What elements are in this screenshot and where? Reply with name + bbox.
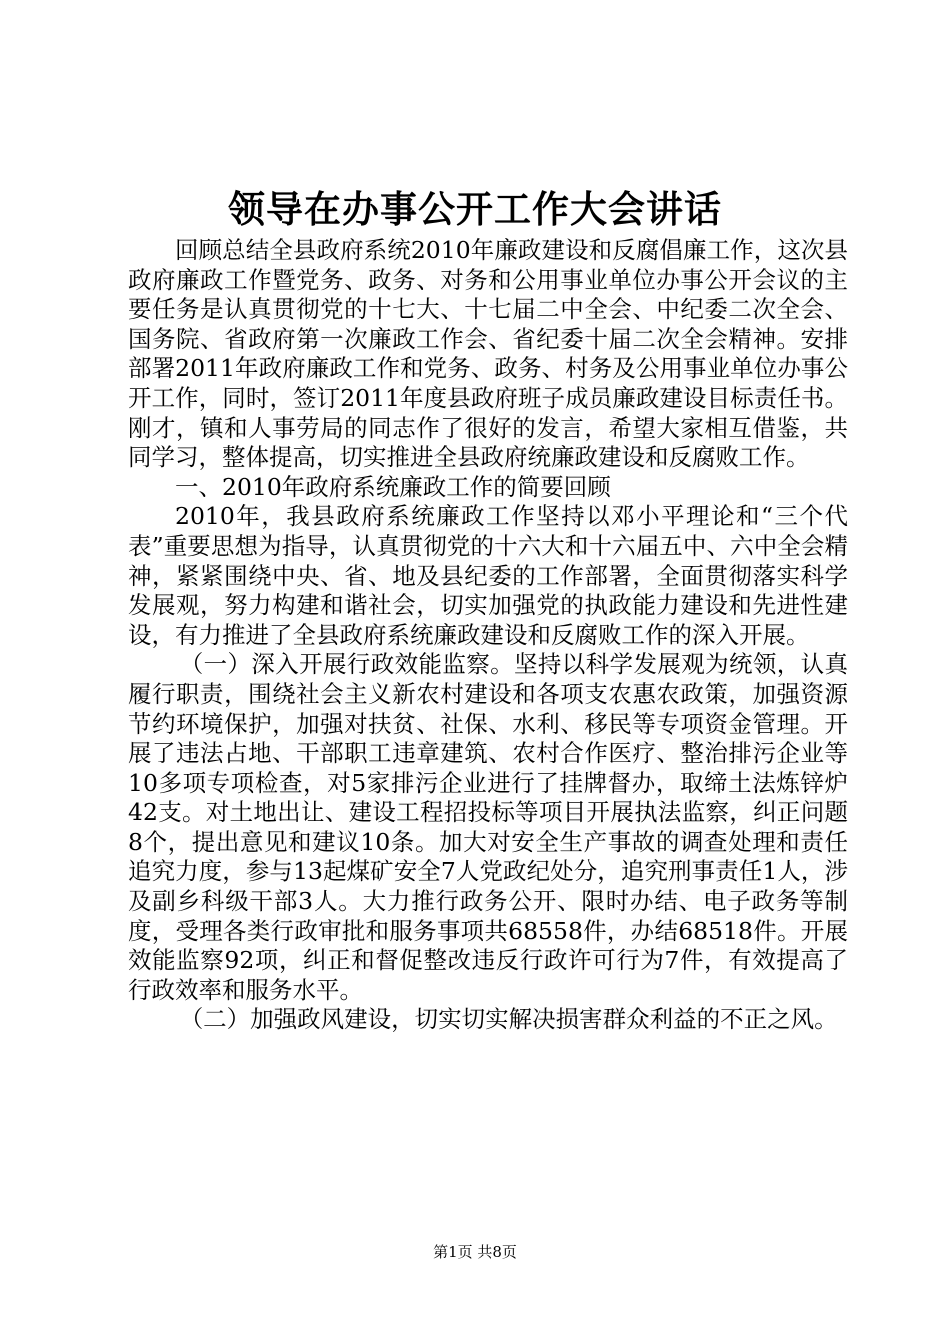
document-body [128, 236, 848, 1035]
page-number-footer: 第1页 共8页 [433, 1243, 517, 1261]
paragraph-intro: 回顾总结全县政府系统2010年廉政建设和反腐倡廉工作，这次县政府廉政工作暨党务、政务、对务和公用事业单位办事公开会议的主要任务是认真贯彻党的十七大、十七届二中全会、中纪委二次全会、国务院、省政府第一次廉政工作会、省纪委十届二次全会精神。安排部署2011年政府廉政工作和党务、政务、村务及公用事业单位办事公开工作，同时，签订2011年度县政府班子成员廉政建设目标责任书。刚才，镇和人事劳局的同志作了很好的发言，希望大家相互借鉴，共同学习，整体提高，切实推进全县政府统廉政建设和反腐败工作。 [128, 236, 848, 472]
paragraph-2010-summary: 2010年，我县政府系统廉政工作坚持以邓小平理论和“三个代表”重要思想为指导，认真贯彻党的十六大和十六届五中、六中全会精神，紧紧围绕中央、省、地及县纪委的工作部署，全面贯彻落实科学发展观，努力构建和谐社会，切实加强党的执政能力建设和先进性建设，有力推进了全县政府系统廉政建设和反腐败工作的深入开展。 [128, 502, 848, 649]
section-heading-review: 一、2010年政府系统廉政工作的简要回顾 [175, 472, 611, 501]
paragraph-governance-style: （二）加强政风建设，切实切实解决损害群众利益的不正之风。 [179, 1005, 838, 1034]
paragraph-efficiency-supervision: （一）深入开展行政效能监察。坚持以科学发展观为统领，认真履行职责，围绕社会主义新农村建设和各项支农惠农政策，加强资源节约环境保护，加强对扶贫、社保、水利、移民等专项资金管理。开展了违法占地、干部职工违章建筑、农村合作医疗、整治排污企业等10多项专项检查，对5家排污企业进行了挂牌督办，取缔土法炼锌炉42支。对土地出让、建设工程招投标等项目开展执法监察，纠正问题8个，提出意见和建议10条。加大对安全生产事故的调查处理和责任追究力度，参与13起煤矿安全7人党政纪处分，追究刑事责任1人，涉及副乡科级干部3人。大力推行政务公开、限时办结、电子政务等制度，受理各类行政审批和服务事项共68558件，办结68518件。开展效能监察92项，纠正和督促整改违反行政许可行为7件，有效提高了行政效率和服务水平。 [128, 650, 848, 1004]
document-title: 领导在办事公开工作大会讲话 [228, 187, 722, 231]
